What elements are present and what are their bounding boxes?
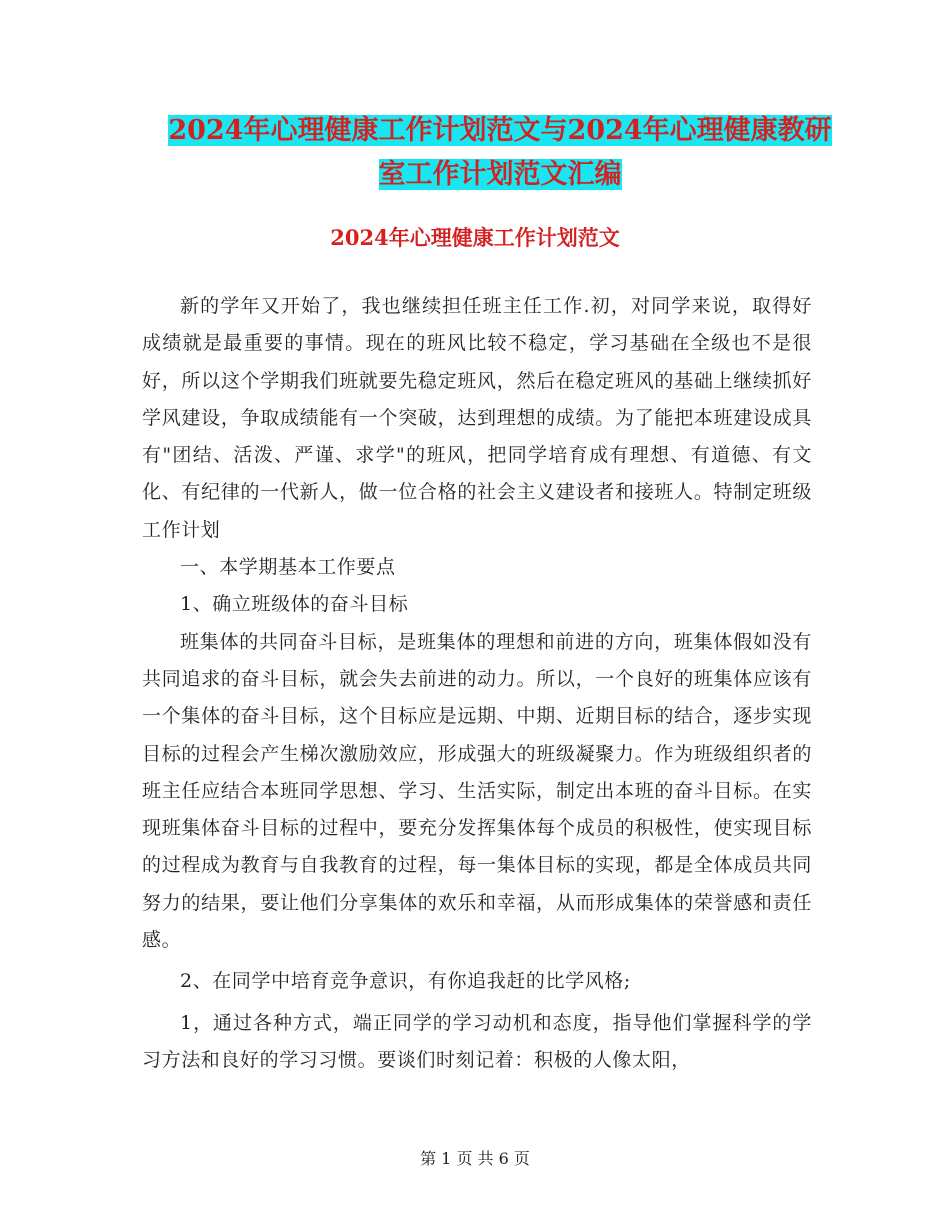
heading-goal: 1、确立班级体的奋斗目标: [180, 593, 409, 616]
document-title-line-2: [140, 152, 860, 198]
title-highlight: 室工作计划范文汇编: [378, 159, 622, 190]
document-body: [142, 288, 812, 1079]
heading-competition: 2、在同学中培育竞争意识，有你追我赶的比学风格;: [180, 970, 631, 993]
section-title: 2024年心理健康工作计划范文: [330, 225, 620, 250]
paragraph-intro: 新的学年又开始了，我也继续担任班主任工作.初，对同学来说，取得好成绩就是最重要的事情。现在的班风比较不稳定，学习基础在全级也不是很好，所以这个学期我们班就要先稳定班风，然后在稳定班风的基础上继续抓好学风建设，争取成绩能有一个突破，达到理想的成绩。为了能把本班建设成具有"团结、活泼、严谨、求学"的班风，把同学培育成有理想、有道德、有文化、有纪律的一代新人，做一位合格的社会主义建设者和接班人。特制定班级工作计划: [142, 295, 812, 541]
paragraph-goal: 班集体的共同奋斗目标，是班集体的理想和前进的方向，班集体假如没有共同追求的奋斗目标，就会失去前进的动力。所以，一个良好的班集体应该有一个集体的奋斗目标，这个目标应是远期、中期、近期目标的结合，逐步实现目标的过程会产生梯次激励效应，形成强大的班级凝聚力。作为班级组织者的班主任应结合本班同学思想、学习、生活实际，制定出本班的奋斗目标。在实现班集体奋斗目标的过程中，要充分发挥集体每个成员的积极性，使实现目标的过程成为教育与自我教育的过程，每一集体目标的实现，都是全体成员共同努力的结果，要让他们分享集体的欢乐和幸福，从而形成集体的荣誉感和责任感。: [142, 630, 812, 952]
heading-basic-points: 一、本学期基本工作要点: [180, 556, 396, 579]
paragraph-methods: 1，通过各种方式，端正同学的学习动机和态度，指导他们掌握科学的学习方法和良好的学习习惯。要谈们时刻记着：积极的人像太阳，: [142, 1011, 812, 1071]
page-footer: 第 1 页 共 6 页: [420, 1149, 530, 1168]
document-title-line-1: [140, 108, 860, 154]
title-highlight: 2024年心理健康工作计划范文与2024年心理健康教研: [168, 115, 832, 146]
